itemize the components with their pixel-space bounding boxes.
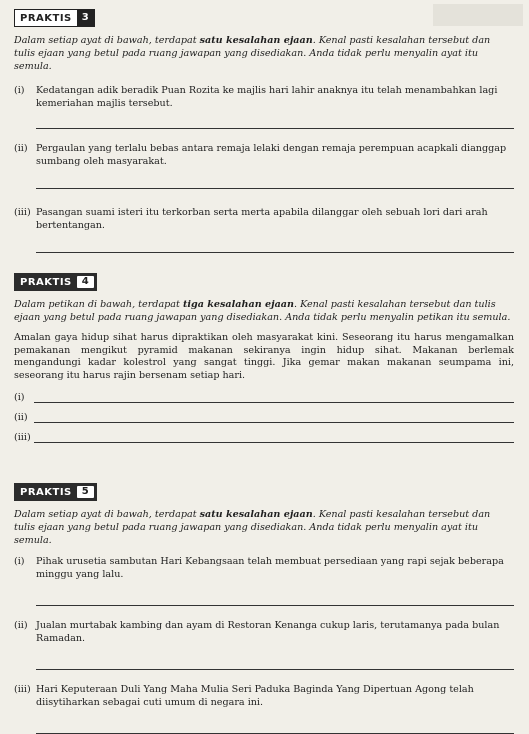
practice-section-3 xyxy=(14,6,514,253)
badge-label: PRAKTIS xyxy=(20,13,72,24)
question-text: Jualan murtabak kambing dan ayam di Restoran Kenanga cukup laris, terutamanya pada bulan Ramadan. xyxy=(36,620,500,644)
instruction-text xyxy=(14,508,514,547)
answer-line[interactable] xyxy=(36,116,514,129)
passage-text: Amalan gaya hidup sihat harus dipraktikan oleh masyarakat kini. Seseorang itu harus mengamalkan pemakanan mengikut pyramid makanan sekiranya ingin hidup sihat. Makanan berlemak mengandungi kadar kolestrol yang sangat tinggi. Jika gemar makan makanan seumpama ini, seseorang itu harus rajin bersenam setiap hari. xyxy=(14,332,514,381)
instruction-text xyxy=(14,34,514,73)
practice-badge xyxy=(14,483,97,501)
question-item xyxy=(14,620,514,645)
question-text: Kedatangan adik beradik Puan Rozita ke majlis hari lahir anaknya itu telah menambahkan lagi kemeriahan majlis tersebut. xyxy=(36,85,498,109)
practice-section-4 xyxy=(14,270,514,443)
answer-row xyxy=(14,412,514,423)
answer-line[interactable] xyxy=(36,657,514,670)
answer-number: (ii) xyxy=(14,411,28,423)
question-number: (iii) xyxy=(14,207,31,218)
question-number: (ii) xyxy=(14,143,28,154)
answer-line[interactable] xyxy=(36,176,514,189)
answer-line[interactable] xyxy=(34,412,514,423)
instruction-emphasis: satu kesalahan ejaan xyxy=(199,509,313,520)
instruction-part2: . Kenal pasti kesalahan tersebut dan tulis ejaan yang betul pada ruang jawapan yang disediakan. Anda tidak perlu menyalin ayat itu semula. xyxy=(14,35,491,72)
instruction-part2: . Kenal pasti kesalahan tersebut dan tulis ejaan yang betul pada ruang jawapan yang disediakan. Anda tidak perlu menyalin petikan itu semula. xyxy=(14,299,511,323)
question-item xyxy=(14,684,514,709)
question-number: (ii) xyxy=(14,620,28,631)
instruction-emphasis: tiga kesalahan ejaan xyxy=(182,299,294,310)
question-number: (iii) xyxy=(14,684,31,695)
instruction-part1: Dalam setiap ayat di bawah, terdapat xyxy=(14,35,200,46)
question-text: Hari Keputeraan Duli Yang Maha Mulia Seri Paduka Baginda Yang Dipertuan Agong telah diisytiharkan sebagai cuti umum di negara ini. xyxy=(36,684,474,708)
instruction-part1: Dalam petikan di bawah, terdapat xyxy=(14,299,183,310)
answer-number: (iii) xyxy=(14,431,31,443)
question-number: (i) xyxy=(14,85,25,96)
answer-line[interactable] xyxy=(36,240,514,253)
badge-number: 4 xyxy=(77,276,94,288)
practice-badge xyxy=(14,273,97,291)
badge-label: PRAKTIS xyxy=(20,277,72,288)
instruction-part1: Dalam setiap ayat di bawah, terdapat xyxy=(14,509,200,520)
answer-line[interactable] xyxy=(36,721,514,734)
badge-label: PRAKTIS xyxy=(20,487,72,498)
question-number: (i) xyxy=(14,556,25,567)
instruction-part2: . Kenal pasti kesalahan tersebut dan tulis ejaan yang betul pada ruang jawapan yang disediakan. Anda tidak perlu menyalin ayat itu semula. xyxy=(14,509,491,546)
question-item xyxy=(14,85,514,110)
badge-number: 3 xyxy=(77,10,94,26)
instruction-emphasis: satu kesalahan ejaan xyxy=(199,35,313,46)
practice-section-5 xyxy=(14,480,514,734)
answer-line[interactable] xyxy=(34,432,514,443)
answer-row xyxy=(14,392,514,403)
answer-line[interactable] xyxy=(34,392,514,403)
answer-row xyxy=(14,432,514,443)
question-item xyxy=(14,207,514,232)
question-text: Pergaulan yang terlalu bebas antara remaja lelaki dengan remaja perempuan acapkali dianggap sumbang oleh masyarakat. xyxy=(36,143,507,167)
badge-number: 5 xyxy=(77,486,94,498)
question-text: Pihak urusetia sambutan Hari Kebangsaan telah membuat persediaan yang rapi sejak beberapa minggu yang lalu. xyxy=(36,556,504,580)
question-text: Pasangan suami isteri itu terkorban serta merta apabila dilanggar oleh sebuah lori dari arah bertentangan. xyxy=(36,207,488,231)
instruction-text xyxy=(14,298,514,324)
question-item xyxy=(14,556,514,581)
question-item xyxy=(14,143,514,168)
practice-badge xyxy=(14,9,95,27)
answer-line[interactable] xyxy=(36,593,514,606)
answer-number: (i) xyxy=(14,391,25,403)
